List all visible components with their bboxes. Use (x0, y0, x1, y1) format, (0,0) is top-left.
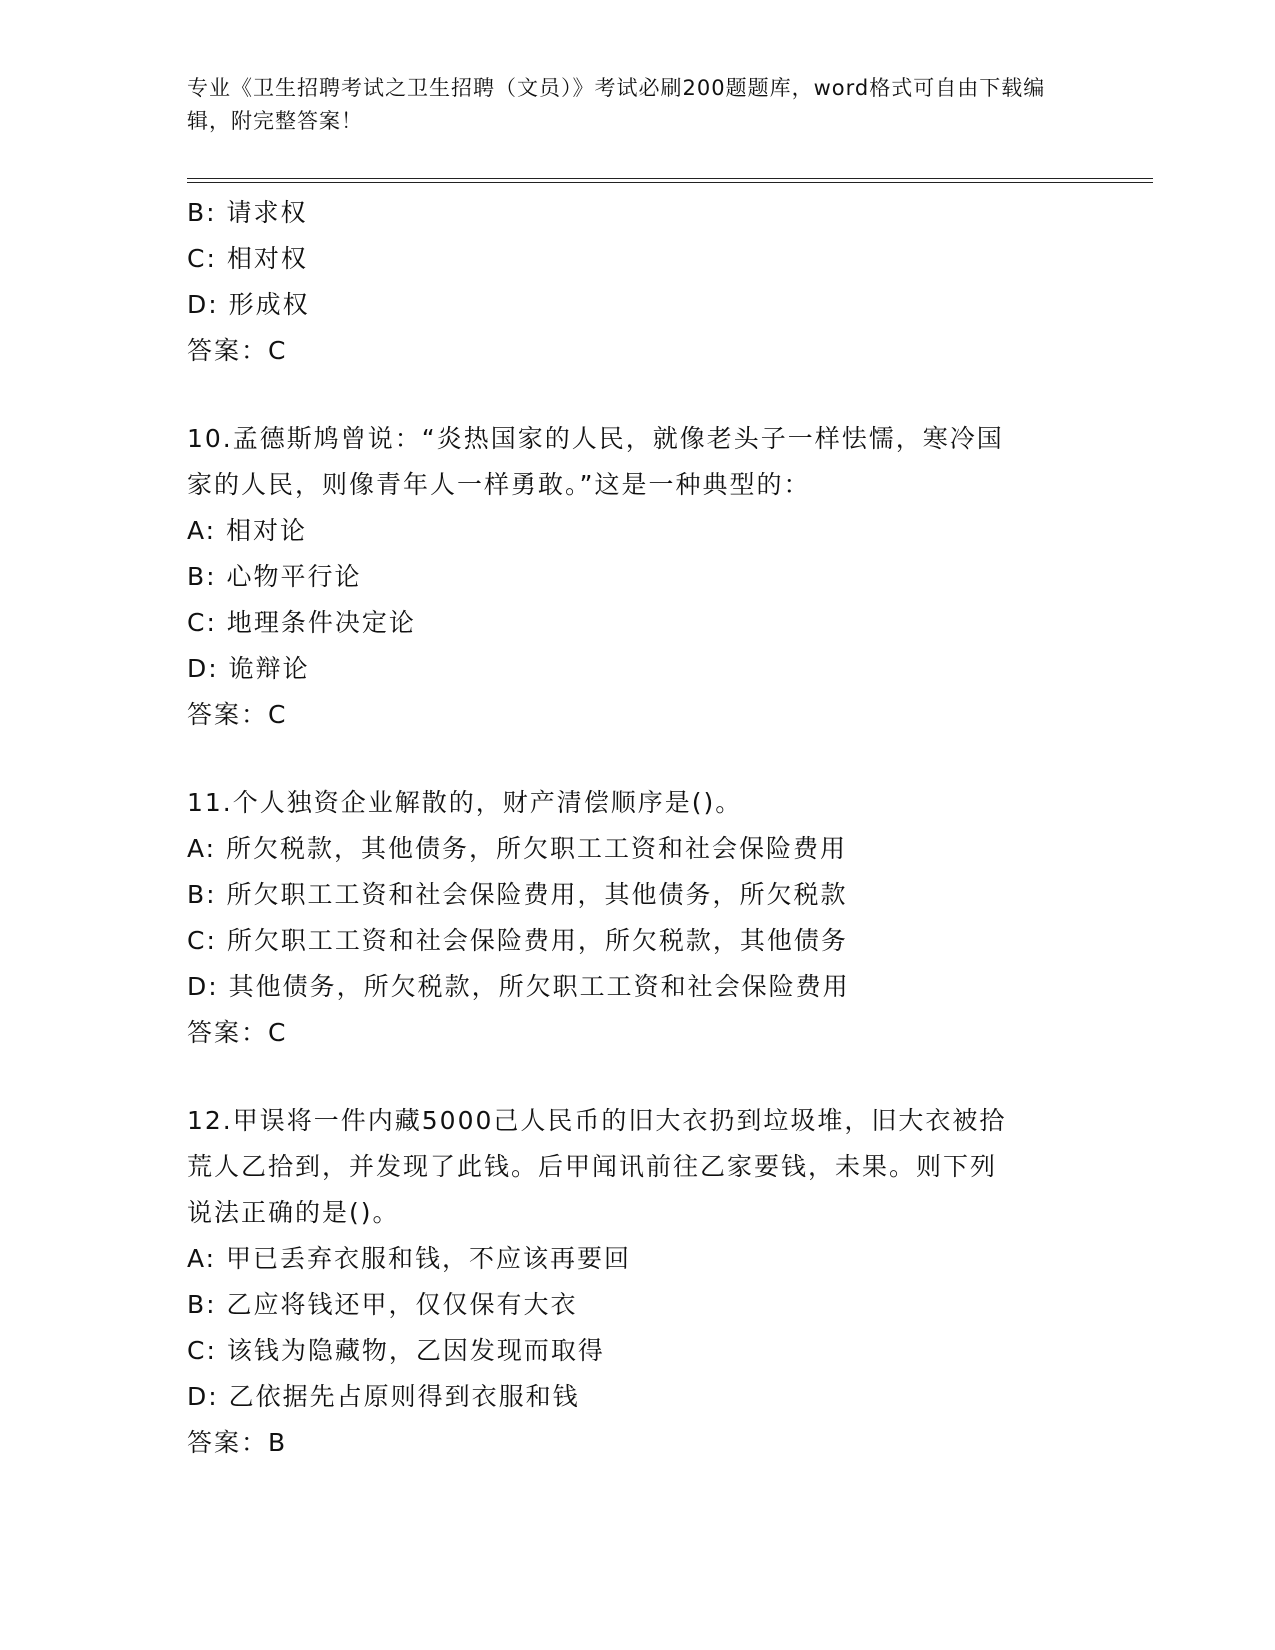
header-rule-bottom (187, 182, 1153, 183)
question-10 (187, 416, 1107, 738)
option-c: C: 相对权 (187, 244, 308, 273)
answer: 答案：C (187, 700, 288, 729)
option-d: D: 其他债务，所欠税款，所欠职工工资和社会保险费用 (187, 972, 850, 1001)
option-c: C: 该钱为隐藏物，乙因发现而取得 (187, 1336, 605, 1365)
question-12 (187, 1098, 1107, 1466)
option-a: A: 相对论 (187, 516, 308, 545)
header-rule-top (187, 178, 1153, 179)
answer: 答案：C (187, 336, 288, 365)
option-b: B: 所欠职工工资和社会保险费用，其他债务，所欠税款 (187, 880, 848, 909)
option-a: A: 所欠税款，其他债务，所欠职工工资和社会保险费用 (187, 834, 848, 863)
question-stem-line: 10.孟德斯鸠曾说：“炎热国家的人民，就像老头子一样怯懦，寒冷国 (187, 424, 1004, 453)
option-a: A: 甲已丢弃衣服和钱，不应该再要回 (187, 1244, 632, 1273)
option-b: B: 乙应将钱还甲，仅仅保有大衣 (187, 1290, 578, 1319)
option-b: B: 请求权 (187, 198, 308, 227)
question-stem-line: 荒人乙拾到，并发现了此钱。后甲闻讯前往乙家要钱，未果。则下列 (187, 1152, 998, 1181)
option-c: C: 所欠职工工资和社会保险费用，所欠税款，其他债务 (187, 926, 848, 955)
answer: 答案：B (187, 1428, 288, 1457)
question-11 (187, 780, 1107, 1056)
option-c: C: 地理条件决定论 (187, 608, 416, 637)
document-header (187, 72, 1067, 138)
header-text: 专业《卫生招聘考试之卫生招聘（文员）》考试必刷200题题库，word格式可自由下载编辑，附完整答案！ (187, 76, 1046, 133)
option-b: B: 心物平行论 (187, 562, 362, 591)
question-list (187, 190, 1107, 1466)
question-stem-line: 说法正确的是()。 (187, 1198, 400, 1227)
question-9-continued (187, 190, 1107, 374)
option-d: D: 诡辩论 (187, 654, 310, 683)
question-stem-line: 11.个人独资企业解散的，财产清偿顺序是()。 (187, 788, 743, 817)
question-stem-line: 12.甲误将一件内藏5000己人民币的旧大衣扔到垃圾堆，旧大衣被拾 (187, 1106, 1007, 1135)
option-d: D: 形成权 (187, 290, 310, 319)
option-d: D: 乙依据先占原则得到衣服和钱 (187, 1382, 580, 1411)
question-stem-line: 家的人民，则像青年人一样勇敢。”这是一种典型的： (187, 470, 811, 499)
answer: 答案：C (187, 1018, 288, 1047)
